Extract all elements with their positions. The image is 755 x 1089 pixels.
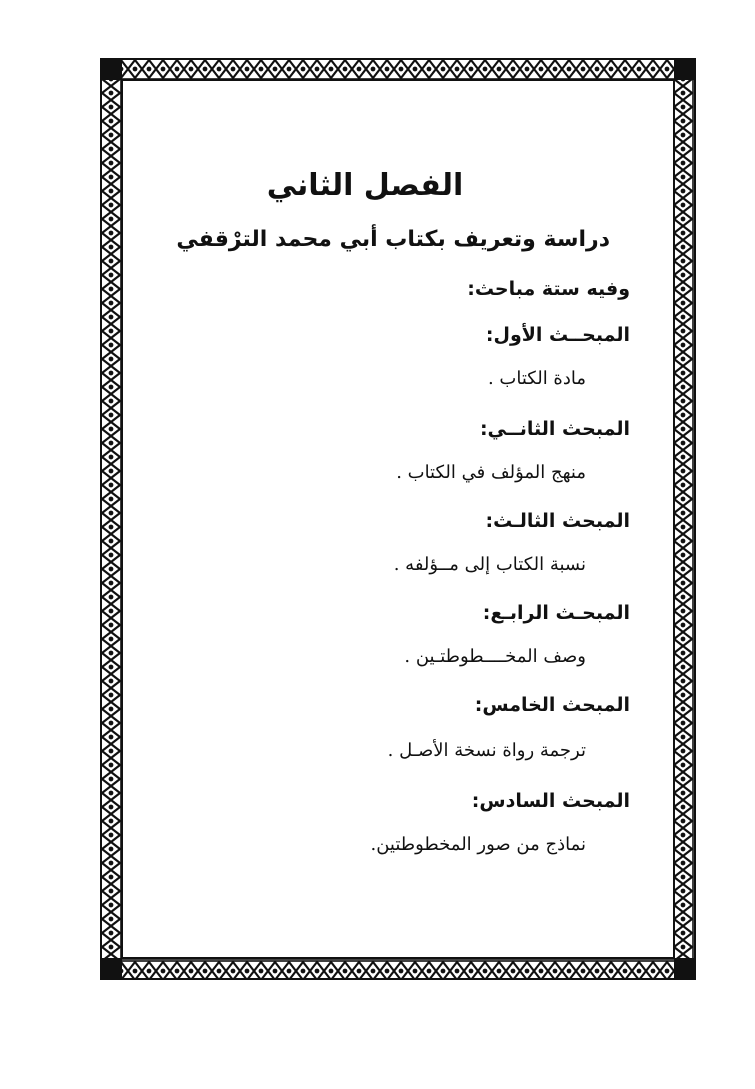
chapter-subtitle: دراسة وتعريف بكتاب أبي محمد الترْقفي: [176, 227, 610, 252]
chapter-intro: وفيه ستة مباحث:: [467, 278, 630, 300]
chapter-title: الفصل الثاني: [266, 168, 464, 203]
section-body: منهج المؤلف في الكتاب .: [396, 462, 586, 483]
section-body: مادة الكتاب .: [487, 368, 586, 389]
section-body: ترجمة رواة نسخة الأصـل .: [387, 740, 586, 761]
section-heading: المبحث الثالـث:: [485, 510, 630, 532]
section-body: نسبة الكتاب إلى مــؤلفه .: [393, 554, 586, 575]
section-body: نماذج من صور المخطوطتين.: [370, 834, 586, 855]
chapter-content: [130, 140, 630, 900]
section-heading: المبحـث الرابـع:: [482, 602, 630, 624]
section-heading: المبحث السادس:: [471, 790, 630, 812]
section-heading: المبحــث الأول:: [485, 324, 630, 346]
section-body: وصف المخــــطوطتـين .: [404, 646, 586, 667]
section-heading: المبحث الخامس:: [474, 694, 630, 716]
section-heading: المبحث الثانــي:: [479, 418, 630, 440]
